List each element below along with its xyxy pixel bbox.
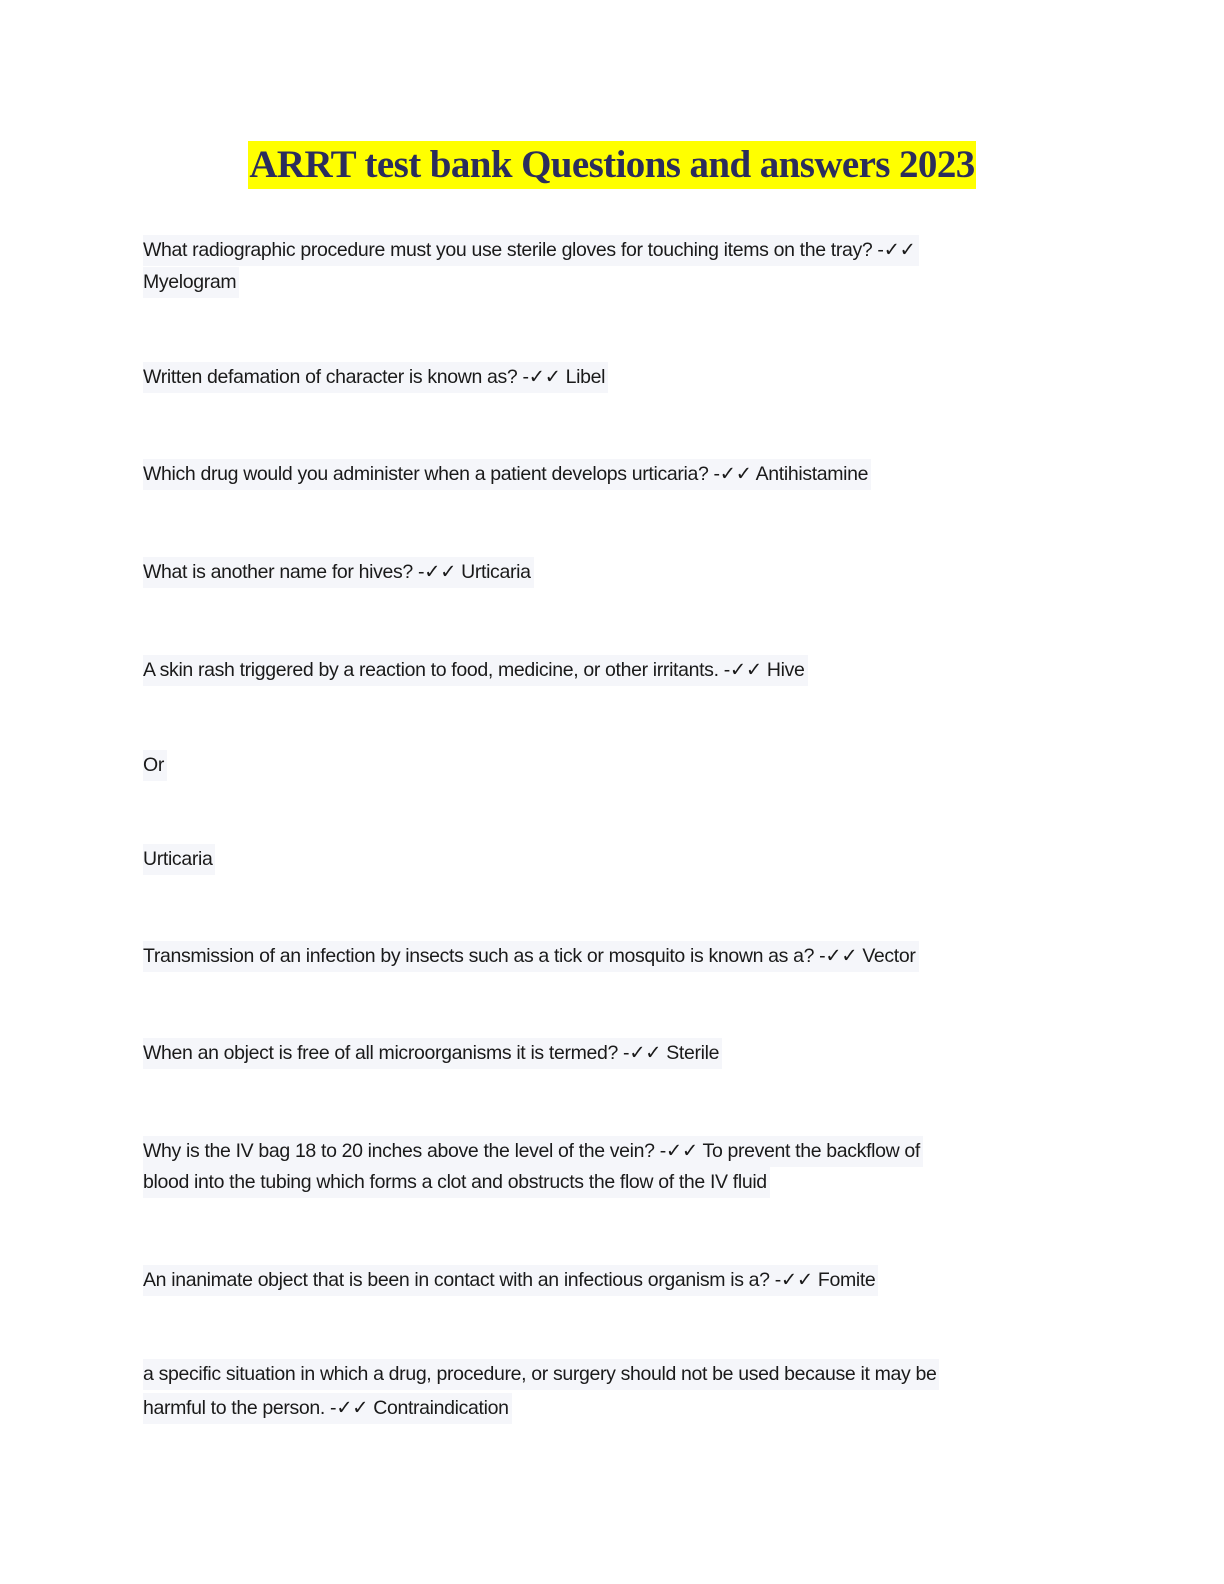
qa-item — [143, 1038, 722, 1069]
qa-item — [143, 941, 919, 972]
qa-text: Why is the IV bag 18 to 20 inches above the level of the vein? -✓✓ To prevent the backflow of — [143, 1136, 923, 1167]
qa-text: blood into the tubing which forms a clot and obstructs the flow of the IV fluid — [143, 1167, 770, 1198]
title-text: ARRT test bank Questions and answers 2023 — [248, 141, 975, 189]
qa-item — [143, 235, 919, 298]
document-title — [0, 141, 1224, 189]
qa-text: Urticaria — [143, 844, 215, 875]
qa-item — [143, 459, 871, 490]
qa-item — [143, 1265, 878, 1296]
qa-item — [143, 1136, 923, 1198]
qa-text: What radiographic procedure must you use sterile gloves for touching items on the tray? -✓✓ — [143, 235, 919, 266]
qa-text: Myelogram — [143, 267, 239, 298]
qa-text: Or — [143, 750, 167, 781]
qa-text: a specific situation in which a drug, procedure, or surgery should not be used because it may be — [143, 1359, 939, 1390]
qa-item — [143, 1359, 939, 1424]
qa-text: Which drug would you administer when a patient develops urticaria? -✓✓ Antihistamine — [143, 459, 871, 490]
qa-text: Transmission of an infection by insects such as a tick or mosquito is known as a? -✓✓ Vector — [143, 941, 919, 972]
qa-text: An inanimate object that is been in contact with an infectious organism is a? -✓✓ Fomite — [143, 1265, 878, 1296]
qa-text: What is another name for hives? -✓✓ Urticaria — [143, 557, 534, 588]
qa-item — [143, 750, 167, 781]
qa-item — [143, 362, 608, 393]
qa-item — [143, 655, 808, 686]
qa-text: Written defamation of character is known as? -✓✓ Libel — [143, 362, 608, 393]
qa-text: harmful to the person. -✓✓ Contraindication — [143, 1393, 512, 1424]
qa-text: A skin rash triggered by a reaction to food, medicine, or other irritants. -✓✓ Hive — [143, 655, 808, 686]
qa-text: When an object is free of all microorganisms it is termed? -✓✓ Sterile — [143, 1038, 722, 1069]
qa-item — [143, 844, 215, 875]
qa-item — [143, 557, 534, 588]
